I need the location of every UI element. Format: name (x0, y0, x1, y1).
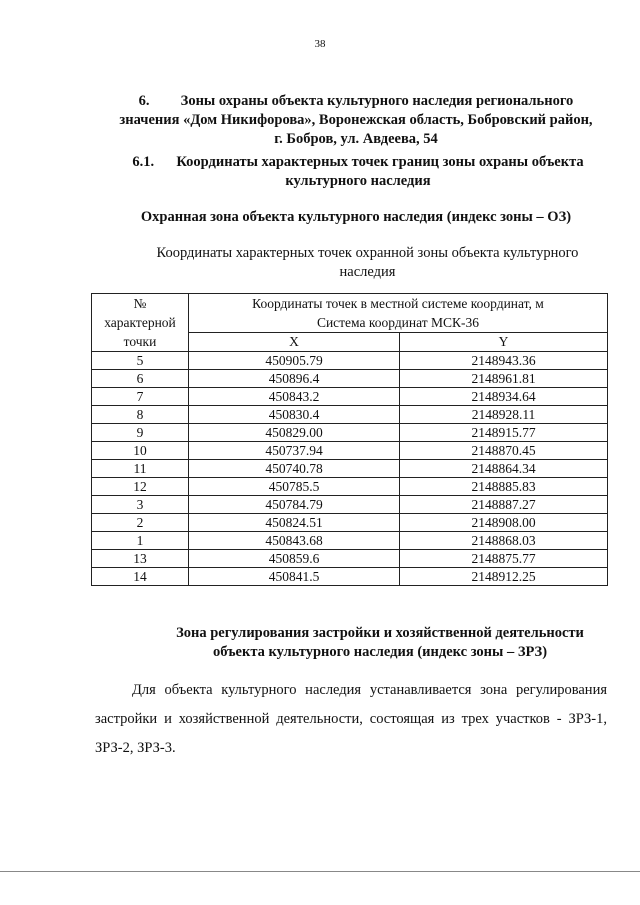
zrz-paragraph: Для объекта культурного наследия устанавливается зона регулирования застройки и хозяйственной деятельности, состоящая из трех участков - ЗРЗ-1, ЗРЗ-2, ЗРЗ-3. (95, 682, 607, 756)
page-number: 38 (314, 38, 326, 50)
coord-y: 2148908.00 (400, 514, 608, 532)
header-coordinate-system-line1: Координаты точек в местной системе координат, м (252, 296, 544, 311)
coord-y: 2148885.83 (400, 478, 608, 496)
section-6-heading (100, 92, 612, 149)
coord-x: 450829.00 (189, 424, 400, 442)
section-6-1-heading (108, 153, 608, 191)
point-number: 11 (92, 460, 189, 478)
coord-x: 450784.79 (189, 496, 400, 514)
coord-y: 2148868.03 (400, 532, 608, 550)
section-6-1-title-line2: культурного наследия (285, 173, 431, 189)
table-row (92, 568, 608, 586)
table-row (92, 460, 608, 478)
coord-y: 2148864.34 (400, 460, 608, 478)
point-number: 8 (92, 406, 189, 424)
table-row (92, 478, 608, 496)
point-number: 9 (92, 424, 189, 442)
coord-y: 2148870.45 (400, 442, 608, 460)
coord-x: 450740.78 (189, 460, 400, 478)
section-6-title-line1: Зоны охраны объекта культурного наследия регионального (180, 93, 574, 109)
point-number: 7 (92, 388, 189, 406)
coord-y: 2148875.77 (400, 550, 608, 568)
section-6-number: 6. (138, 93, 150, 109)
coord-x: 450905.79 (189, 352, 400, 370)
table-caption-line2: наследия (339, 264, 396, 280)
header-x: X (189, 333, 400, 352)
coord-x: 450737.94 (189, 442, 400, 460)
table-row (92, 352, 608, 370)
table-row (92, 424, 608, 442)
point-number: 14 (92, 568, 189, 586)
coordinates-table (91, 293, 608, 586)
coord-x: 450785.5 (189, 478, 400, 496)
coord-x: 450896.4 (189, 370, 400, 388)
coord-x: 450841.5 (189, 568, 400, 586)
section-6-title-line2: значения «Дом Никифорова», Воронежская область, Бобровский район, (119, 112, 593, 128)
coord-x: 450843.68 (189, 532, 400, 550)
coord-x: 450859.6 (189, 550, 400, 568)
page-bottom-divider (0, 871, 640, 872)
table-row (92, 442, 608, 460)
header-point-number (92, 294, 189, 352)
header-coordinate-system (189, 294, 608, 333)
table-row (92, 496, 608, 514)
coord-y: 2148943.36 (400, 352, 608, 370)
point-number: 3 (92, 496, 189, 514)
coord-y: 2148934.64 (400, 388, 608, 406)
point-number: 10 (92, 442, 189, 460)
point-number: 6 (92, 370, 189, 388)
coord-y: 2148912.25 (400, 568, 608, 586)
coord-x: 450830.4 (189, 406, 400, 424)
point-number: 13 (92, 550, 189, 568)
header-point-number-line2: характерной (104, 315, 176, 330)
table-row (92, 550, 608, 568)
coord-y: 2148887.27 (400, 496, 608, 514)
section-6-1-number: 6.1. (132, 154, 155, 170)
table-caption (130, 244, 605, 282)
point-number: 5 (92, 352, 189, 370)
table-row (92, 370, 608, 388)
zrz-zone-title (130, 624, 630, 662)
header-y: Y (400, 333, 608, 352)
section-6-title-line3: г. Бобров, ул. Авдеева, 54 (274, 131, 438, 147)
table-row (92, 514, 608, 532)
header-point-number-line1: № (133, 296, 147, 311)
section-6-1-title-line1: Координаты характерных точек границ зоны охраны объекта (176, 154, 584, 170)
point-number: 2 (92, 514, 189, 532)
coord-x: 450843.2 (189, 388, 400, 406)
table-row (92, 532, 608, 550)
zrz-zone-title-line1: Зона регулирования застройки и хозяйственной деятельности (176, 625, 584, 641)
coord-y: 2148928.11 (400, 406, 608, 424)
protection-zone-title: Охранная зона объекта культурного наследия (индекс зоны – ОЗ) (140, 209, 572, 225)
coord-y: 2148915.77 (400, 424, 608, 442)
zrz-zone-title-line2: объекта культурного наследия (индекс зоны – ЗРЗ) (212, 644, 548, 660)
table-row (92, 388, 608, 406)
header-coordinate-system-line2: Система координат МСК-36 (316, 315, 480, 330)
point-number: 1 (92, 532, 189, 550)
coord-y: 2148961.81 (400, 370, 608, 388)
point-number: 12 (92, 478, 189, 496)
coord-x: 450824.51 (189, 514, 400, 532)
table-row (92, 406, 608, 424)
header-point-number-line3: точки (123, 334, 157, 349)
table-caption-line1: Координаты характерных точек охранной зоны объекта культурного (156, 245, 579, 261)
